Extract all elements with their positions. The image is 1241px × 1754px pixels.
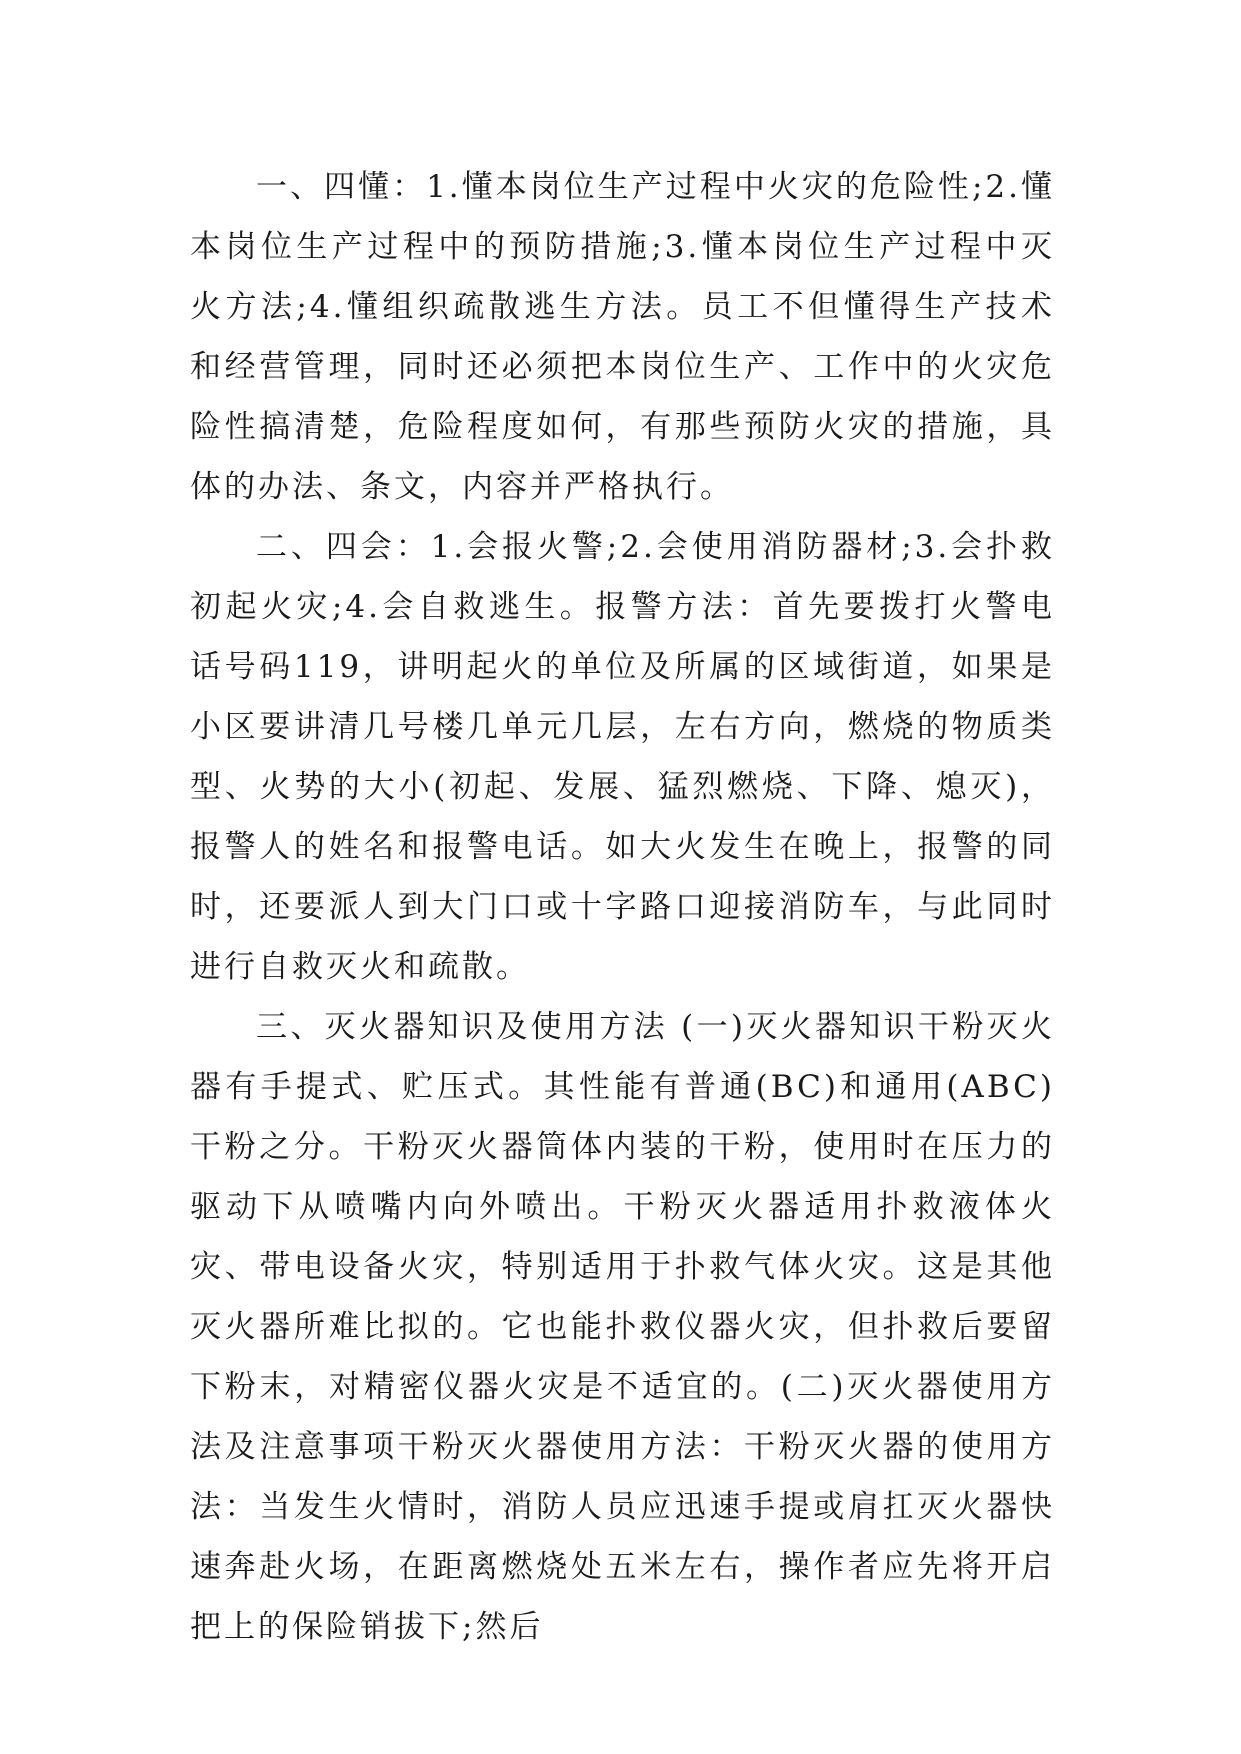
document-body <box>190 157 1055 1657</box>
paragraph-four-understandings: 一、四懂：1.懂本岗位生产过程中火灾的危险性;2.懂本岗位生产过程中的预防措施;3.懂本岗位生产过程中灭火方法;4.懂组织疏散逃生方法。员工不但懂得生产技术和经营管理，同时还必须把本岗位生产、工作中的火灾危险性搞清楚，危险程度如何，有那些预防火灾的措施，具体的办法、条文，内容并严格执行。 <box>190 169 1055 505</box>
paragraph-four-abilities: 二、四会：1.会报火警;2.会使用消防器材;3.会扑救初起火灾;4.会自救逃生。报警方法：首先要拨打火警电话号码119，讲明起火的单位及所属的区域街道，如果是小区要讲清几号楼几单元几层，左右方向，燃烧的物质类型、火势的大小(初起、发展、猛烈燃烧、下降、熄灭)，报警人的姓名和报警电话。如大火发生在晚上，报警的同时，还要派人到大门口或十字路口迎接消防车，与此同时进行自救灭火和疏散。 <box>190 529 1055 985</box>
paragraph-extinguisher-knowledge: 三、灭火器知识及使用方法 (一)灭火器知识干粉灭火器有手提式、贮压式。其性能有普通(BC)和通用(ABC)干粉之分。干粉灭火器筒体内装的干粉，使用时在压力的驱动下从喷嘴内向外喷出。干粉灭火器适用扑救液体火灾、带电设备火灾，特别适用于扑救气体火灾。这是其他灭火器所难比拟的。它也能扑救仪器火灾，但扑救后要留下粉末，对精密仪器火灾是不适宜的。(二)灭火器使用方法及注意事项干粉灭火器使用方法：干粉灭火器的使用方法：当发生火情时，消防人员应迅速手提或肩扛灭火器快速奔赴火场，在距离燃烧处五米左右，操作者应先将开启把上的保险销拔下;然后 <box>190 1009 1055 1645</box>
